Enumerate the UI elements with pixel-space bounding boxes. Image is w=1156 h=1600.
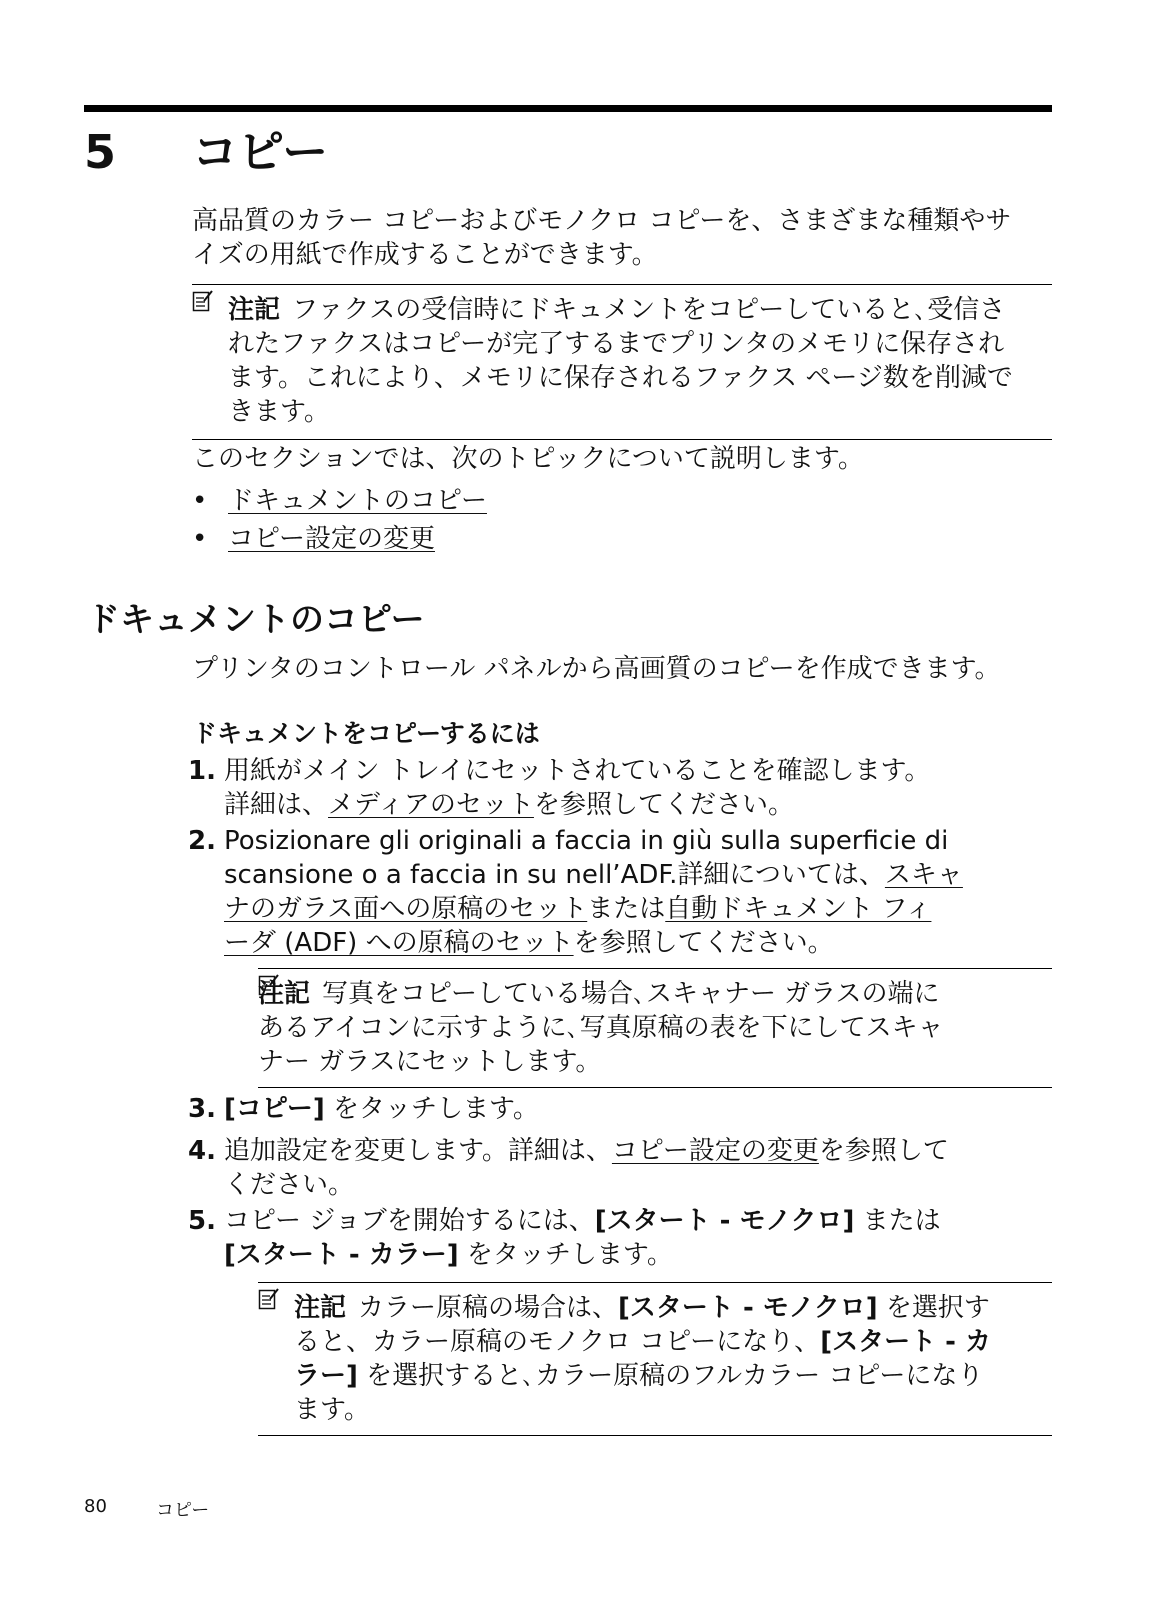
- chapter-number: 5: [84, 125, 117, 179]
- section-intro: このセクションでは、次のトピックについて説明します。: [192, 444, 864, 474]
- note-icon: [258, 1287, 280, 1311]
- link-scanner-glass[interactable]: スキャ: [884, 860, 963, 890]
- link-document-copy[interactable]: ドキュメントのコピー: [228, 486, 487, 516]
- step-5: 5. コピー ジョブを開始するには、[スタート - モノクロ] または [スタート - カラー] をタッチします。: [188, 1206, 941, 1270]
- note-box-3: 注記 カラー原稿の場合は、[スタート - モノクロ] を選択す ると、カラー原稿のモノクロ コピーになり、[スタート - カ ラー] を選択すると､カラー原稿のフルカラー コピーになり ます。: [258, 1282, 1052, 1436]
- note-icon: [258, 973, 280, 997]
- footer-chapter: コピー: [156, 1500, 210, 1521]
- list-item: • ドキュメントのコピー: [192, 486, 487, 516]
- page-number: 80: [84, 1496, 107, 1517]
- step-4: 4. 追加設定を変更します。詳細は、コピー設定の変更を参照して ください。: [188, 1136, 949, 1200]
- list-item: • コピー設定の変更: [192, 524, 435, 554]
- note-rule-bottom: [258, 1087, 1052, 1088]
- note-label: 注記: [228, 295, 281, 325]
- step-2: 2. Posizionare gli originali a faccia in giù sulla superficie di scansione o a faccia in su nell’ADF.詳細については、スキャ ナのガラス面への原稿のセットまたは自動ドキュメント フィ ーダ (ADF) への原稿のセットを参照してください。: [188, 826, 963, 958]
- chapter-top-rule: [84, 105, 1052, 112]
- note-label: 注記: [294, 1293, 347, 1323]
- link-copy-settings-2[interactable]: コピー設定の変更: [611, 1136, 819, 1166]
- note-icon: [192, 289, 214, 313]
- link-copy-settings[interactable]: コピー設定の変更: [228, 524, 435, 554]
- step-1: 1. 用紙がメイン トレイにセットされていることを確認します。 詳細は、メディアのセットを参照してください。: [188, 756, 931, 820]
- note-rule-bottom: [192, 439, 1052, 440]
- note-label: 注記: [258, 979, 311, 1009]
- intro-paragraph: 高品質のカラー コピーおよびモノクロ コピーを、さまざまな種類やサ イズの用紙で作成することができます。: [192, 206, 1012, 270]
- section-heading: ドキュメントのコピー: [86, 600, 425, 640]
- note-rule-bottom: [258, 1435, 1052, 1436]
- note-box-1: 注記 ファクスの受信時にドキュメントをコピーしていると､受信さ れたファクスはコピーが完了するまでプリンタのメモリに保存され ます。これにより、メモリに保存されるファクス ページ数を削減で きます。: [192, 284, 1052, 440]
- step-3: 3. [コピー] をタッチします。: [188, 1094, 539, 1124]
- link-adf[interactable]: 自動ドキュメント フィ: [665, 894, 932, 924]
- chapter-title: コピー: [192, 125, 329, 179]
- link-media-load[interactable]: メディアのセット: [328, 790, 534, 820]
- section-description: プリンタのコントロール パネルから高画質のコピーを作成できます。: [192, 654, 1001, 684]
- note-box-2: 注記 写真をコピーしている場合､スキャナー ガラスの端に あるアイコンに示すように､写真原稿の表を下にしてスキャ ナー ガラスにセットします。: [258, 968, 1052, 1088]
- link-scanner-glass-cont[interactable]: ナのガラス面への原稿のセット: [224, 894, 588, 924]
- link-adf-cont[interactable]: ーダ (ADF) への原稿のセット: [224, 928, 574, 958]
- procedure-title: ドキュメントをコピーするには: [192, 719, 540, 748]
